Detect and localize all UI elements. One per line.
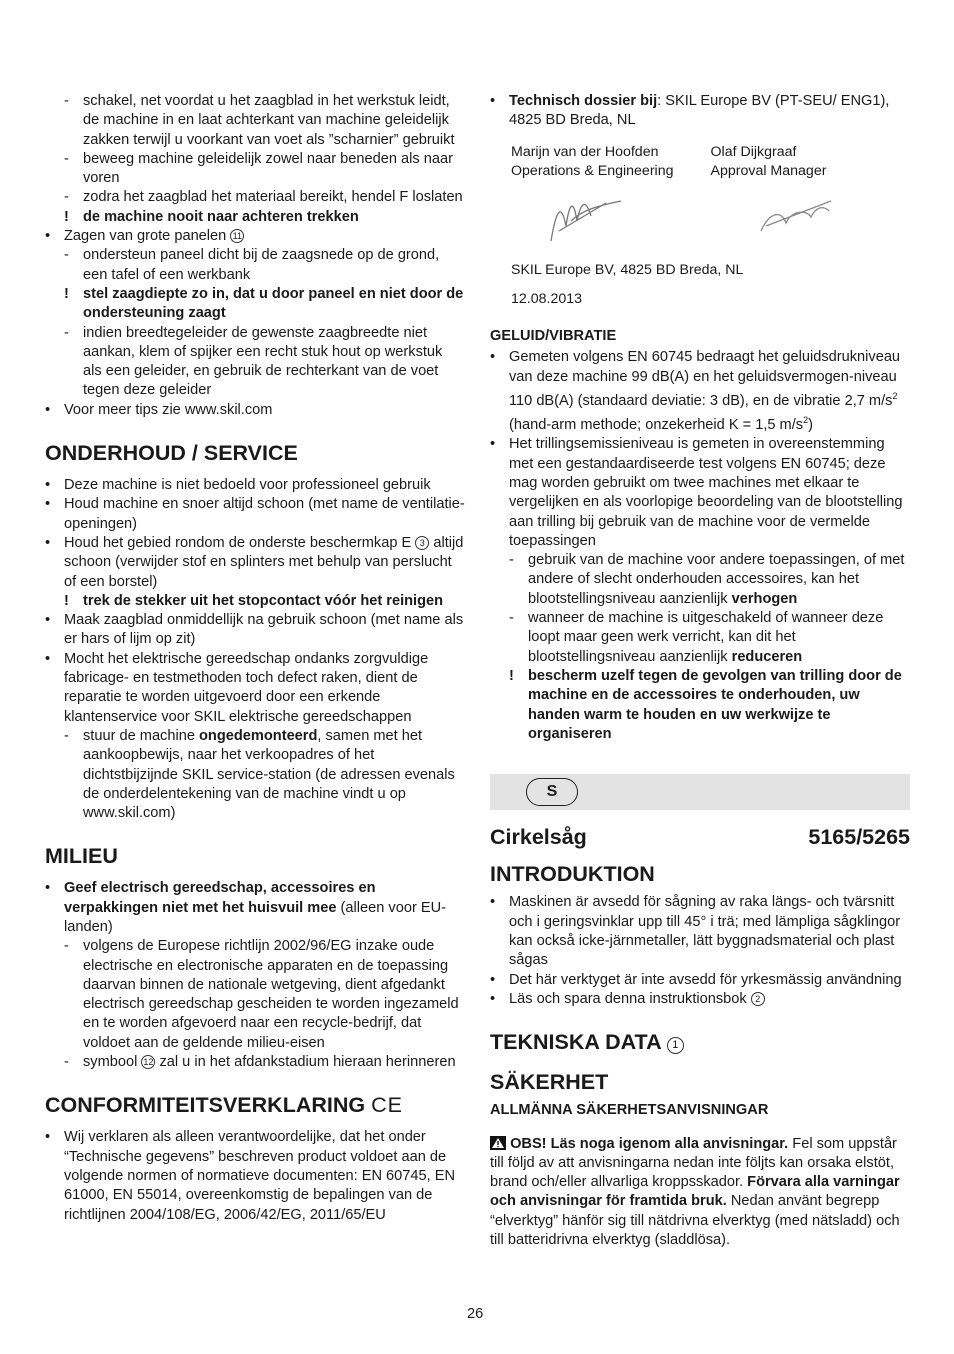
- list-item: [45, 324, 465, 401]
- signatory-name: Marijn van der Hoofden: [511, 143, 659, 160]
- list-item: [490, 971, 910, 990]
- signatory-role: Approval Manager: [710, 162, 827, 179]
- section-heading-introduktion: INTRODUKTION: [490, 862, 655, 887]
- list-text: symbool: [83, 1054, 142, 1071]
- ce-mark-icon: CE: [371, 1093, 403, 1118]
- list-item: [45, 246, 465, 285]
- list-text: : SKIL Europe BV (PT-SEU/ ENG1), 4825 BD Breda, NL: [509, 93, 890, 129]
- list-text: Gemeten volgens EN 60745 bedraagt het geluidsdrukniveau van deze machine 99 dB(A) en het geluidsvermogen-niveau 110 dB(A) (standaard deviatie: 3 dB), en de vibratie 2,7 m/s: [509, 349, 901, 409]
- superscript: 2: [803, 415, 809, 426]
- bullet-marker: •: [45, 650, 51, 667]
- list-item: [45, 937, 465, 1053]
- warning-triangle-icon: [490, 1136, 506, 1150]
- list-text: Houd machine en snoer altijd schoon (met name de ventilatie-openingen): [64, 496, 465, 532]
- list-text: , samen met het aankoopbewijs, naar het verkoopadres of het dichtstbijzijnde SKIL service-station (de adressen evenals de onderdelentekening van de machine vindt u op www.skil.com): [83, 727, 455, 822]
- bullet-marker: •: [490, 971, 496, 988]
- list-text: zodra het zaagblad het materiaal bereikt, hendel F loslaten: [83, 189, 463, 206]
- list-text: altijd schoon (verwijder stof en splinters met behulp van perslucht of een borstel): [64, 534, 464, 590]
- list-item: [45, 1128, 465, 1224]
- heading-text: CONFORMITEITSVERKLARING: [45, 1093, 366, 1118]
- warning-item: [45, 592, 465, 611]
- dash-marker: -: [64, 189, 69, 206]
- list-text: indien breedtegeleider de gewenste zaagbreedte niet aankan, klem of spijker een recht stuk hout op werkstuk als een geleider, en gebruik de rechterkant van de voet tegen deze geleider: [83, 324, 443, 399]
- subsection-heading-allmanna: ALLMÄNNA SÄKERHETSANVISNINGAR: [490, 1102, 769, 1119]
- list-item: [45, 650, 465, 727]
- list-text: wanneer de machine is uitgeschakeld of wanneer deze loopt maar geen werk verricht, kan dit het blootstellingsniveau aanzienlijk: [528, 610, 884, 665]
- exclamation-marker: !: [64, 285, 69, 302]
- section-heading-sakerhet: SÄKERHET: [490, 1070, 609, 1095]
- list-item: [45, 879, 465, 937]
- dash-marker: -: [64, 93, 69, 109]
- bullet-marker: •: [45, 496, 51, 513]
- list-item: [490, 92, 910, 131]
- warning-text: Fel som uppstår till följd av att anvisningarna nedan inte följts kan orsaka elstöt, brand och/eller allvarliga kroppsskador.: [490, 1135, 897, 1191]
- dash-marker: -: [64, 727, 69, 744]
- list-item: [45, 476, 465, 495]
- figure-ref-circle: 3: [415, 536, 429, 550]
- signatory-1: [511, 143, 711, 181]
- list-text: trek de stekker uit het stopcontact vóór het reinigen: [83, 592, 444, 609]
- dash-marker: -: [64, 938, 69, 955]
- general-warning-paragraph: [490, 1135, 910, 1251]
- bullet-marker: •: [490, 894, 496, 911]
- list-text-bold: ongedemonteerd: [199, 727, 318, 744]
- list-text: (hand-arm methode; onzekerheid K = 1,5 m/s: [509, 417, 804, 434]
- list-text: Het trillingsemissieniveau is gemeten in overeenstemming met een gestandaardiseerde test volgens EN 60745; deze mag worden gebruikt om twee machines met elkaar te vergelijken en als voorlopige beoordeling van de blootstelling aan trilling bij gebruik van de machine voor de vermelde toepassingen: [509, 436, 903, 549]
- list-text: zal u in het afdankstadium hieraan herinneren: [155, 1054, 456, 1071]
- product-title-row: [490, 825, 910, 850]
- product-title: Cirkelsåg: [490, 825, 587, 850]
- list-text-bold: verhogen: [731, 590, 798, 607]
- warning-text-bold: Förvara alla varningar och anvisningar för framtida bruk.: [490, 1174, 900, 1210]
- bullet-marker: •: [45, 477, 51, 494]
- list-text: Läs och spara denna instruktionsbok: [509, 990, 747, 1007]
- list-item: [45, 188, 465, 207]
- section-heading-conformiteit: [45, 1092, 465, 1118]
- bullet-marker: •: [490, 436, 496, 453]
- warning-item: [45, 285, 465, 324]
- list-text: (alleen voor EU-landen): [64, 899, 446, 935]
- language-badge: S: [526, 778, 578, 806]
- list-text: volgens de Europese richtlijn 2002/96/EG inzake oude electrische en electronische apparaten en de toepassing daarvan binnen de nationale wetgeving, dient afgedankt electrisch gereedschap gescheiden te worden ingezameld en te worden afgevoerd naar een recycle-bedrijf, dat voldoet aan de geldende milieu-eisen: [83, 938, 459, 1051]
- bullet-marker: •: [45, 1129, 51, 1146]
- list-text: Deze machine is niet bedoeld voor professioneel gebruik: [64, 477, 431, 494]
- product-model: 5165/5265: [808, 825, 910, 850]
- list-item: [45, 727, 465, 823]
- list-text: stel zaagdiepte zo in, dat u door paneel en niet door de ondersteuning zaagt: [83, 285, 464, 322]
- dash-marker: -: [64, 324, 69, 341]
- signatory-2: [711, 143, 911, 181]
- list-text: beweeg machine geleidelijk zowel naar beneden als naar voren: [83, 150, 453, 187]
- list-item: [490, 893, 910, 970]
- page-number: 26: [467, 1306, 484, 1322]
- list-text: Det här verktyget är inte avsedd för yrkesmässig användning: [509, 971, 902, 988]
- company-address: SKIL Europe BV, 4825 BD Breda, NL: [511, 261, 744, 278]
- warning-item: [45, 208, 465, 227]
- signatory-role: Operations & Engineering: [511, 162, 674, 179]
- list-item: [45, 495, 465, 534]
- bullet-marker: •: [490, 93, 496, 109]
- list-item: [45, 611, 465, 650]
- bullet-marker: •: [45, 534, 51, 551]
- signatories: [511, 143, 910, 181]
- section-heading-milieu: MILIEU: [45, 844, 118, 869]
- exclamation-marker: !: [64, 208, 69, 225]
- list-text: stuur de machine: [83, 727, 200, 744]
- warning-item: [490, 667, 910, 744]
- list-text: Houd het gebied rondom de onderste beschermkap E: [64, 534, 412, 551]
- bullet-marker: •: [45, 612, 51, 629]
- list-text: gebruik van de machine voor andere toepassingen, of met andere of slecht onderhouden accessoires, kan het blootstellingsniveau aanzienlijk: [528, 552, 905, 607]
- left-column: [45, 92, 465, 1225]
- list-item: [45, 227, 465, 246]
- list-text: Zagen van grote panelen: [64, 228, 227, 245]
- figure-ref-circle: 12: [143, 1057, 154, 1068]
- dash-marker: -: [509, 552, 514, 569]
- list-item: [490, 609, 910, 667]
- heading-text: TEKNISKA DATA: [490, 1030, 661, 1055]
- list-text: bescherm uzelf tegen de gevolgen van trilling door de machine en de accessoires te onderhouden, uw handen warm te houden en uw werkwijze te organiseren: [528, 667, 902, 742]
- figure-ref-circle: 2: [751, 992, 765, 1006]
- bullet-marker: •: [45, 228, 51, 245]
- handwritten-signature-icon: [511, 181, 931, 261]
- dash-marker: -: [64, 247, 69, 264]
- list-item: [45, 534, 465, 592]
- superscript: 2: [892, 391, 898, 402]
- list-text: ondersteun paneel dicht bij de zaagsnede op de grond, een tafel of een werkbank: [83, 247, 440, 283]
- list-text: Maak zaagblad onmiddellijk na gebruik schoon (met name als er hars of lijm op zit): [64, 612, 464, 648]
- figure-ref-circle: 1: [667, 1037, 684, 1054]
- section-heading-onderhoud: ONDERHOUD / SERVICE: [45, 441, 298, 466]
- list-text: Mocht het elektrische gereedschap ondanks zorgvuldige fabricage- en testmethoden toch defect raken, dient de reparatie te worden uitgevoerd door een erkende klantenservice voor SKIL elektrische gereedschappen: [64, 650, 429, 725]
- list-text: Voor meer tips zie www.skil.com: [64, 401, 273, 418]
- section-heading-geluid: GELUID/VIBRATIE: [490, 328, 617, 345]
- figure-ref-circle: 11: [230, 229, 244, 243]
- warning-text-bold: OBS! Läs noga igenom alla anvisningar.: [510, 1135, 789, 1152]
- list-text: ): [808, 417, 813, 434]
- dash-marker: -: [64, 1054, 69, 1071]
- list-text: de machine nooit naar achteren trekken: [83, 208, 359, 225]
- list-item: [490, 551, 910, 609]
- list-item: [45, 150, 465, 189]
- bullet-marker: •: [490, 990, 496, 1007]
- list-item: [490, 990, 910, 1009]
- dash-marker: -: [509, 610, 514, 627]
- list-item: [45, 401, 465, 420]
- language-bar: [490, 774, 910, 810]
- exclamation-marker: !: [509, 667, 514, 684]
- list-item: [45, 92, 465, 150]
- list-text-bold: Geef electrisch gereedschap, accessoires en verpakkingen niet met het huisvuil mee: [64, 880, 376, 916]
- bullet-marker: •: [490, 349, 496, 366]
- right-column: [490, 92, 910, 1250]
- list-item: [490, 435, 910, 551]
- bullet-marker: •: [45, 880, 51, 897]
- bullet-marker: •: [45, 401, 51, 418]
- warning-text: Nedan använt begrepp “elverktyg” hänför sig till nätdrivna elverktyg (med nätsladd) och till batteridrivna elverktyg (sladdlösa).: [490, 1193, 900, 1248]
- signatures: [511, 181, 910, 261]
- declaration-date: 12.08.2013: [511, 290, 583, 307]
- dash-marker: -: [64, 150, 69, 167]
- list-item: [45, 1053, 465, 1072]
- exclamation-marker: !: [64, 592, 69, 609]
- list-text: Maskinen är avsedd för sågning av raka längs- och tvärsnitt och i geringsvinklar upp till 45° i trä; med lämpliga sågklingor kan också icke-järnmetaller, lätt byggnadsmaterial och plast sågas: [509, 894, 901, 969]
- list-text: schakel, net voordat u het zaagblad in het werkstuk leidt, de machine in en laat achterkant van machine geleidelijk zakken terwijl u voorkant van voet als ”scharnier” gebruikt: [83, 93, 455, 148]
- section-heading-tekniska-data: [490, 1029, 910, 1055]
- signatory-name: Olaf Dijkgraaf: [710, 143, 797, 160]
- list-text: Wij verklaren als alleen verantwoordelijke, dat het onder “Technische gegevens” beschreven product voldoet aan de volgende normen of normatieve documenten: EN 60745, EN 61000, EN 55014, overeenkomstig de bepalingen van de richtlijnen 2004/108/EG, 2006/42/EG, 2011/65/EU: [64, 1129, 456, 1223]
- list-text-bold: reduceren: [731, 648, 803, 665]
- list-item: [490, 348, 910, 435]
- list-text-bold: Technisch dossier bij: [509, 93, 658, 109]
